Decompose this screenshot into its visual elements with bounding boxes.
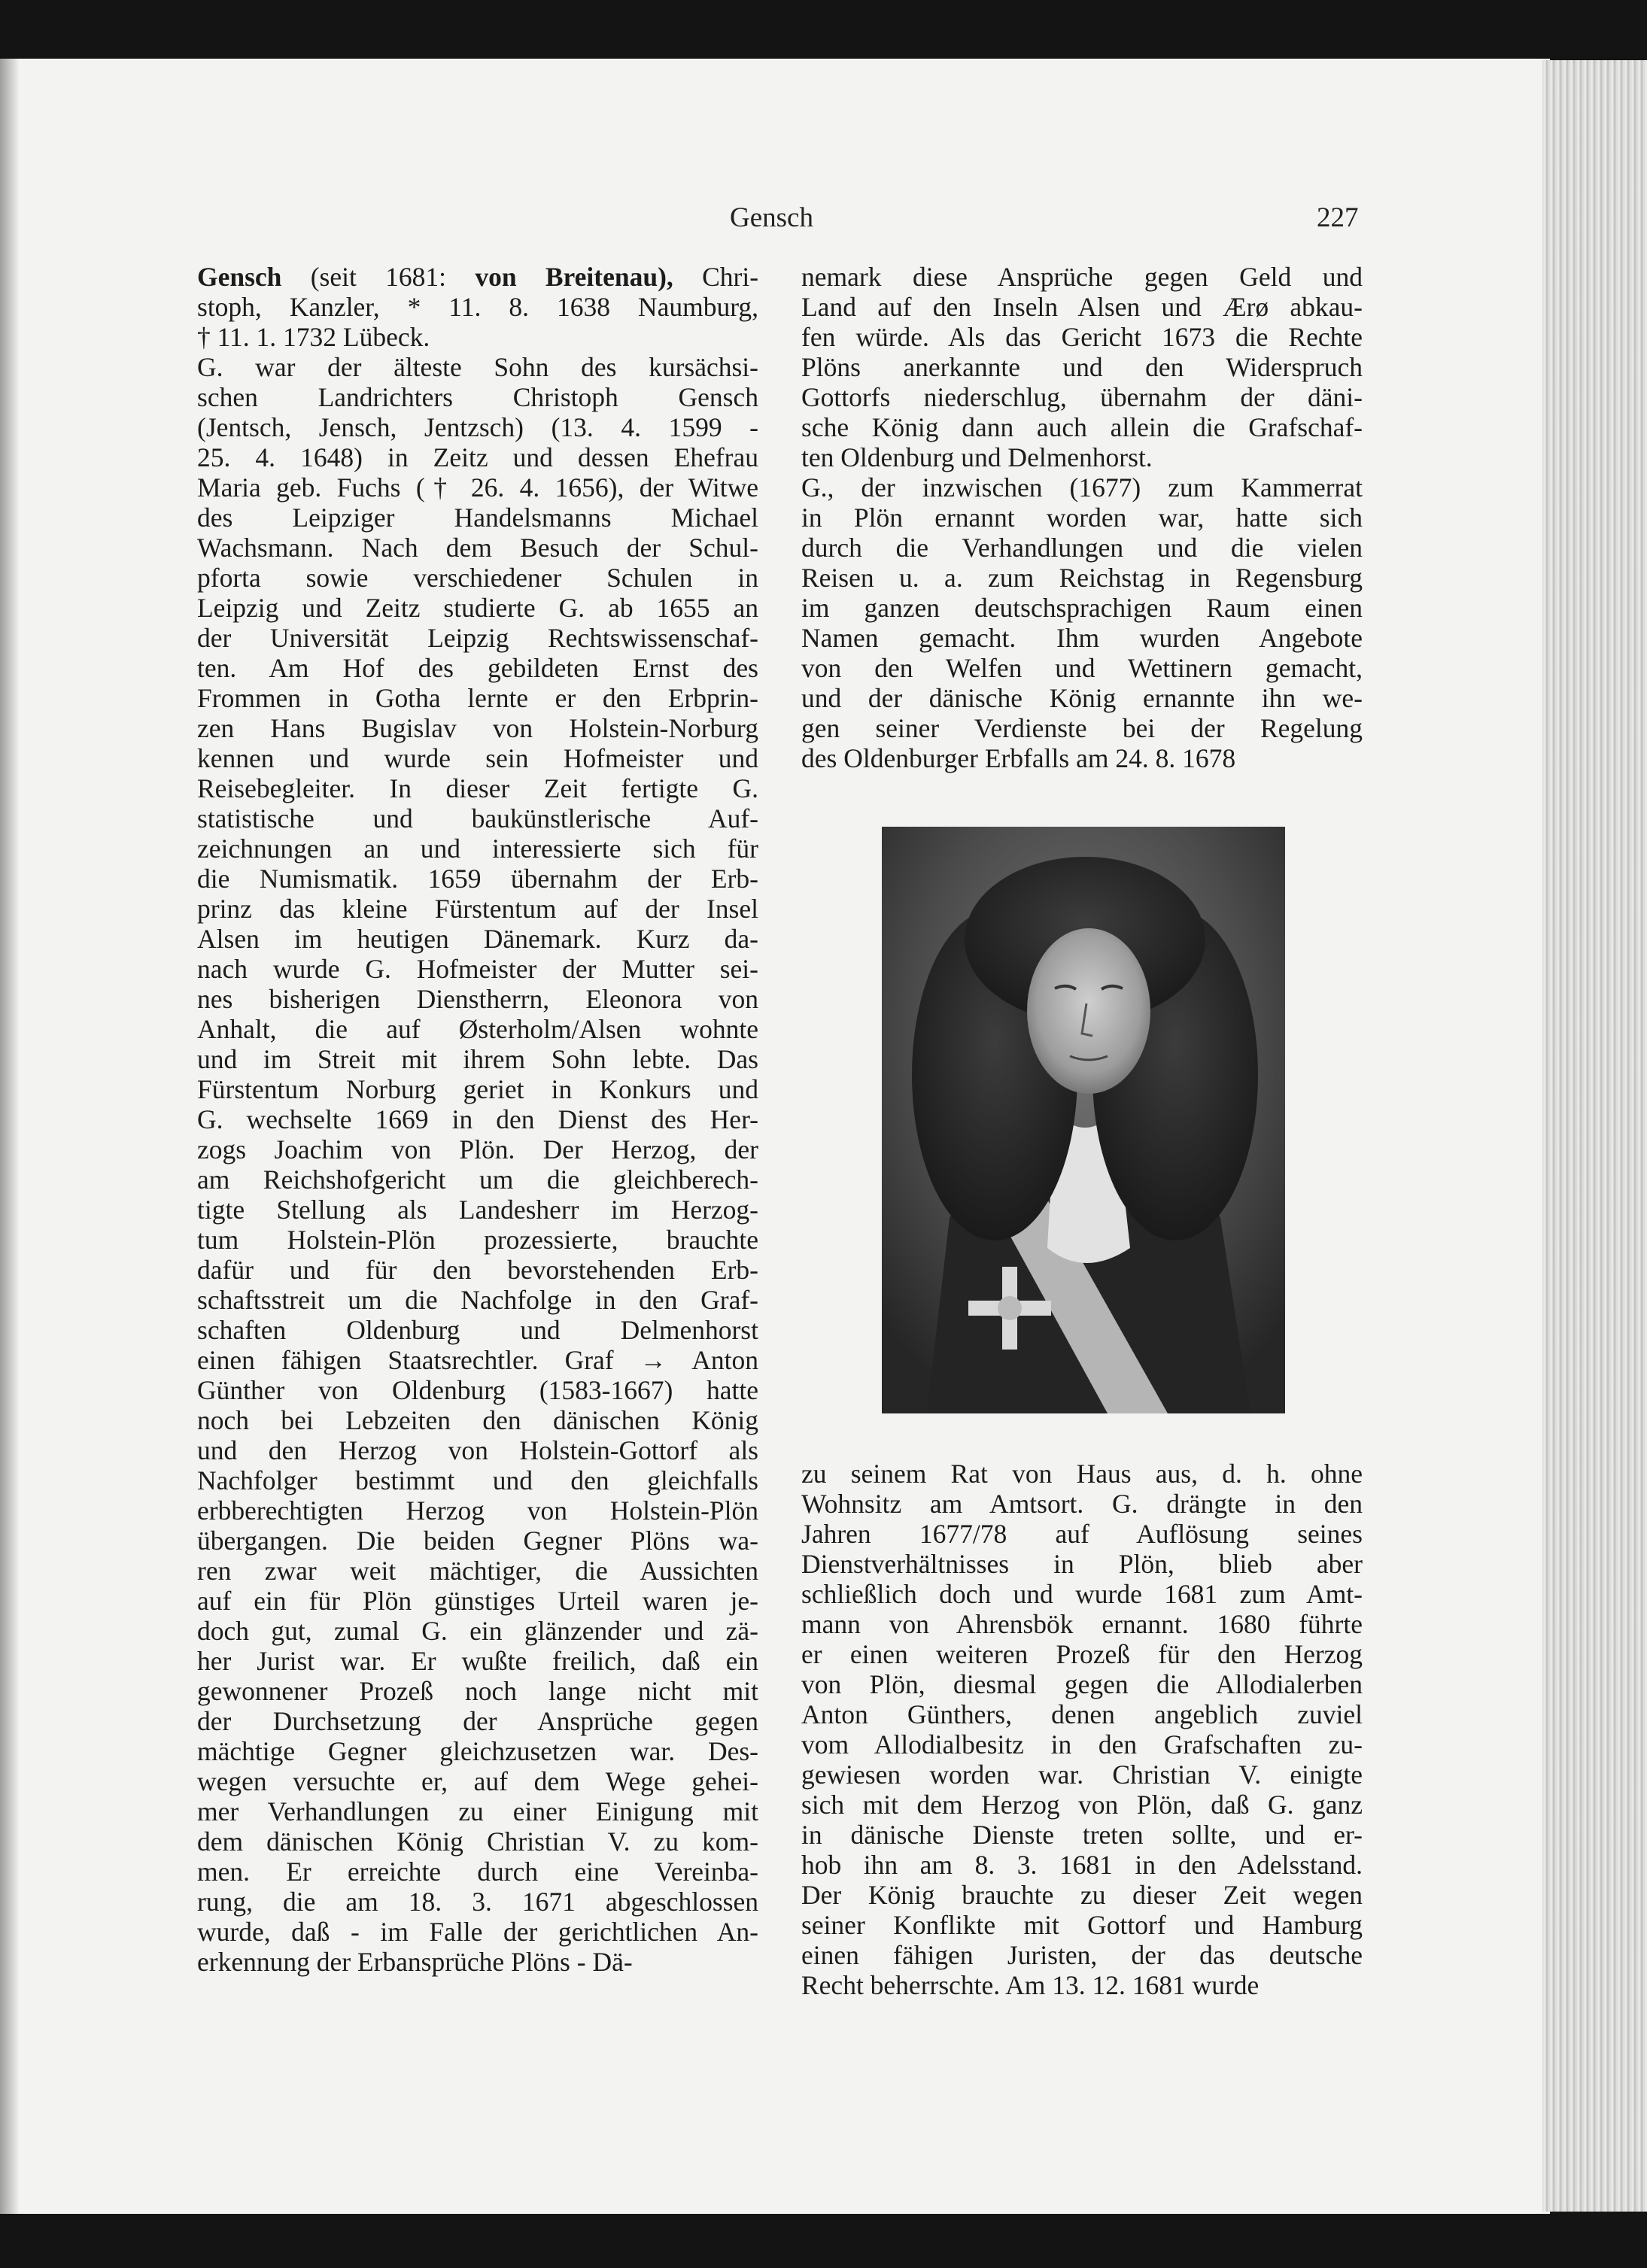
- text-line: Land auf den Inseln Alsen und Ærø abkau-: [801, 292, 1363, 322]
- text-line: † 11. 1. 1732 Lübeck.: [197, 322, 430, 352]
- text-column-right-bottom: [801, 1459, 1363, 2000]
- left-body-lines: [197, 292, 758, 1977]
- headword-name: von Breitenau),: [475, 262, 673, 292]
- text-line: zen Hans Bugislav von Holstein-Norburg: [197, 713, 758, 743]
- spine-shadow: [0, 59, 20, 2214]
- text-line: übergangen. Die beiden Gegner Plöns wa-: [197, 1526, 758, 1556]
- entry-headline: [197, 262, 758, 292]
- text-column-left: [197, 262, 758, 1977]
- text-line: Wohnsitz am Amtsort. G. drängte in den: [801, 1489, 1363, 1519]
- text-line: stoph, Kanzler, * 11. 8. 1638 Naumburg,: [197, 292, 758, 322]
- headline-tail: Chri-: [673, 262, 758, 292]
- text-line: Wachsmann. Nach dem Besuch der Schul-: [197, 533, 758, 563]
- text-line: Gottorfs niederschlug, übernahm der däni-: [801, 382, 1363, 412]
- headword: Gensch: [197, 262, 282, 292]
- text-line: prinz das kleine Fürstentum auf der Insel: [197, 894, 758, 924]
- right-bottom-body-lines: [801, 1459, 1363, 2000]
- text-line: dem dänischen König Christian V. zu kom-: [197, 1826, 758, 1857]
- text-line: Anton Günthers, denen angeblich zuviel: [801, 1699, 1363, 1729]
- text-line: der Durchsetzung der Ansprüche gegen: [197, 1706, 758, 1736]
- text-line: und den Herzog von Holstein-Gottorf als: [197, 1435, 758, 1465]
- text-line: Maria geb. Fuchs († 26. 4. 1656), der Witwe: [197, 472, 758, 502]
- text-line: sich mit dem Herzog von Plön, daß G. ganz: [801, 1790, 1363, 1820]
- text-line: Alsen im heutigen Dänemark. Kurz da-: [197, 924, 758, 954]
- text-line: G., der inzwischen (1677) zum Kammerrat: [801, 472, 1363, 502]
- text-line: pforta sowie verschiedener Schulen in: [197, 563, 758, 593]
- text-line: wurde, daß - im Falle der gerichtlichen An-: [197, 1917, 758, 1947]
- text-line: rung, die am 18. 3. 1671 abgeschlossen: [197, 1887, 758, 1917]
- text-line: am Reichshofgericht um die gleichberech-: [197, 1164, 758, 1195]
- text-line: in Plön ernannt worden war, hatte sich: [801, 502, 1363, 533]
- text-line: schaftsstreit um die Nachfolge in den Graf-: [197, 1285, 758, 1315]
- text-line: einen fähigen Staatsrechtler. Graf → Anton: [197, 1345, 758, 1375]
- text-line: (Jentsch, Jensch, Jentzsch) (13. 4. 1599 -: [197, 412, 758, 442]
- text-line: Plöns anerkannte und den Widerspruch: [801, 352, 1363, 382]
- text-line: Anhalt, die auf Østerholm/Alsen wohnte: [197, 1014, 758, 1044]
- text-line: her Jurist war. Er wußte freilich, daß ein: [197, 1646, 758, 1676]
- text-line: erbberechtigten Herzog von Holstein-Plön: [197, 1495, 758, 1526]
- text-line: auf ein für Plön günstiges Urteil waren je-: [197, 1586, 758, 1616]
- portrait-image: [882, 827, 1285, 1413]
- text-line: Leipzig und Zeitz studierte G. ab 1655 an: [197, 593, 758, 623]
- text-line: G. war der älteste Sohn des kursächsi-: [197, 352, 758, 382]
- text-column-right-top: [801, 262, 1363, 773]
- text-line: zu seinem Rat von Haus aus, d. h. ohne: [801, 1459, 1363, 1489]
- headline-text: (seit 1681:: [310, 262, 476, 292]
- text-line: ten Oldenburg und Delmenhorst.: [801, 442, 1153, 472]
- text-line: Jahren 1677/78 auf Auflösung seines: [801, 1519, 1363, 1549]
- text-line: nes bisherigen Dienstherrn, Eleonora von: [197, 984, 758, 1014]
- text-line: Frommen in Gotha lernte er den Erbprin-: [197, 683, 758, 713]
- text-line: mächtige Gegner gleichzusetzen war. Des-: [197, 1736, 758, 1766]
- text-line: im ganzen deutschsprachigen Raum einen: [801, 593, 1363, 623]
- text-line: doch gut, zumal G. ein glänzender und zä-: [197, 1616, 758, 1646]
- text-line: schließlich doch und wurde 1681 zum Amt-: [801, 1579, 1363, 1609]
- text-line: sche König dann auch allein die Grafschaf-: [801, 412, 1363, 442]
- text-line: G. wechselte 1669 in den Dienst des Her-: [197, 1104, 758, 1134]
- text-line: durch die Verhandlungen und die vielen: [801, 533, 1363, 563]
- text-line: Dienstverhältnisses in Plön, blieb aber: [801, 1549, 1363, 1579]
- text-line: in dänische Dienste treten sollte, und er-: [801, 1820, 1363, 1850]
- running-head: Gensch: [730, 202, 813, 233]
- text-line: zogs Joachim von Plön. Der Herzog, der: [197, 1134, 758, 1164]
- text-line: Reisen u. a. zum Reichstag in Regensburg: [801, 563, 1363, 593]
- text-line: Namen gemacht. Ihm wurden Angebote: [801, 623, 1363, 653]
- text-line: schen Landrichters Christoph Gensch: [197, 382, 758, 412]
- text-line: ten. Am Hof des gebildeten Ernst des: [197, 653, 758, 683]
- text-line: Reisebegleiter. In dieser Zeit fertigte G.: [197, 773, 758, 803]
- text-line: statistische und baukünstlerische Auf-: [197, 803, 758, 833]
- text-line: hob ihn am 8. 3. 1681 in den Adelsstand.: [801, 1850, 1363, 1880]
- text-line: des Leipziger Handelsmanns Michael: [197, 502, 758, 533]
- text-line: dafür und für den bevorstehenden Erb-: [197, 1255, 758, 1285]
- text-line: die Numismatik. 1659 übernahm der Erb-: [197, 864, 758, 894]
- text-line: erkennung der Erbansprüche Plöns - Dä-: [197, 1947, 633, 1977]
- text-line: fen würde. Als das Gericht 1673 die Rechte: [801, 322, 1363, 352]
- text-line: gewonnener Prozeß noch lange nicht mit: [197, 1676, 758, 1706]
- text-line: zeichnungen an und interessierte sich für: [197, 833, 758, 864]
- text-line: gen seiner Verdienste bei der Regelung: [801, 713, 1363, 743]
- text-line: von den Welfen und Wettinern gemacht,: [801, 653, 1363, 683]
- text-line: der Universität Leipzig Rechtswissenschaf-: [197, 623, 758, 653]
- text-line: tum Holstein-Plön prozessierte, brauchte: [197, 1225, 758, 1255]
- text-line: von Plön, diesmal gegen die Allodialerben: [801, 1669, 1363, 1699]
- text-line: mann von Ahrensbök ernannt. 1680 führte: [801, 1609, 1363, 1639]
- text-line: nemark diese Ansprüche gegen Geld und: [801, 262, 1363, 292]
- text-line: noch bei Lebzeiten den dänischen König: [197, 1405, 758, 1435]
- text-line: Fürstentum Norburg geriet in Konkurs und: [197, 1074, 758, 1104]
- text-line: des Oldenburger Erbfalls am 24. 8. 1678: [801, 743, 1236, 773]
- text-line: vom Allodialbesitz in den Grafschaften zu-: [801, 1729, 1363, 1759]
- text-line: wegen versuchte er, auf dem Wege gehei-: [197, 1766, 758, 1796]
- right-top-body-lines: [801, 262, 1363, 773]
- text-line: er einen weiteren Prozeß für den Herzog: [801, 1639, 1363, 1669]
- text-line: men. Er erreichte durch eine Vereinba-: [197, 1857, 758, 1887]
- text-line: seiner Konflikte mit Gottorf und Hamburg: [801, 1910, 1363, 1940]
- text-line: kennen und wurde sein Hofmeister und: [197, 743, 758, 773]
- portrait-illustration: [882, 827, 1285, 1413]
- text-line: nach wurde G. Hofmeister der Mutter sei-: [197, 954, 758, 984]
- page-number: 227: [1317, 202, 1359, 233]
- page-edges: [1542, 60, 1647, 2212]
- text-line: Recht beherrschte. Am 13. 12. 1681 wurde: [801, 1970, 1260, 2000]
- text-line: ren zwar weit mächtiger, die Aussichten: [197, 1556, 758, 1586]
- text-line: Günther von Oldenburg (1583-1667) hatte: [197, 1375, 758, 1405]
- text-line: Nachfolger bestimmt und den gleichfalls: [197, 1465, 758, 1495]
- text-line: Der König brauchte zu dieser Zeit wegen: [801, 1880, 1363, 1910]
- text-line: 25. 4. 1648) in Zeitz und dessen Ehefrau: [197, 442, 758, 472]
- text-line: und der dänische König ernannte ihn we-: [801, 683, 1363, 713]
- text-line: tigte Stellung als Landesherr im Herzog-: [197, 1195, 758, 1225]
- text-line: gewiesen worden war. Christian V. einigte: [801, 1759, 1363, 1790]
- text-line: einen fähigen Juristen, der das deutsche: [801, 1940, 1363, 1970]
- text-line: und im Streit mit ihrem Sohn lebte. Das: [197, 1044, 758, 1074]
- text-line: mer Verhandlungen zu einer Einigung mit: [197, 1796, 758, 1826]
- text-line: schaften Oldenburg und Delmenhorst: [197, 1315, 758, 1345]
